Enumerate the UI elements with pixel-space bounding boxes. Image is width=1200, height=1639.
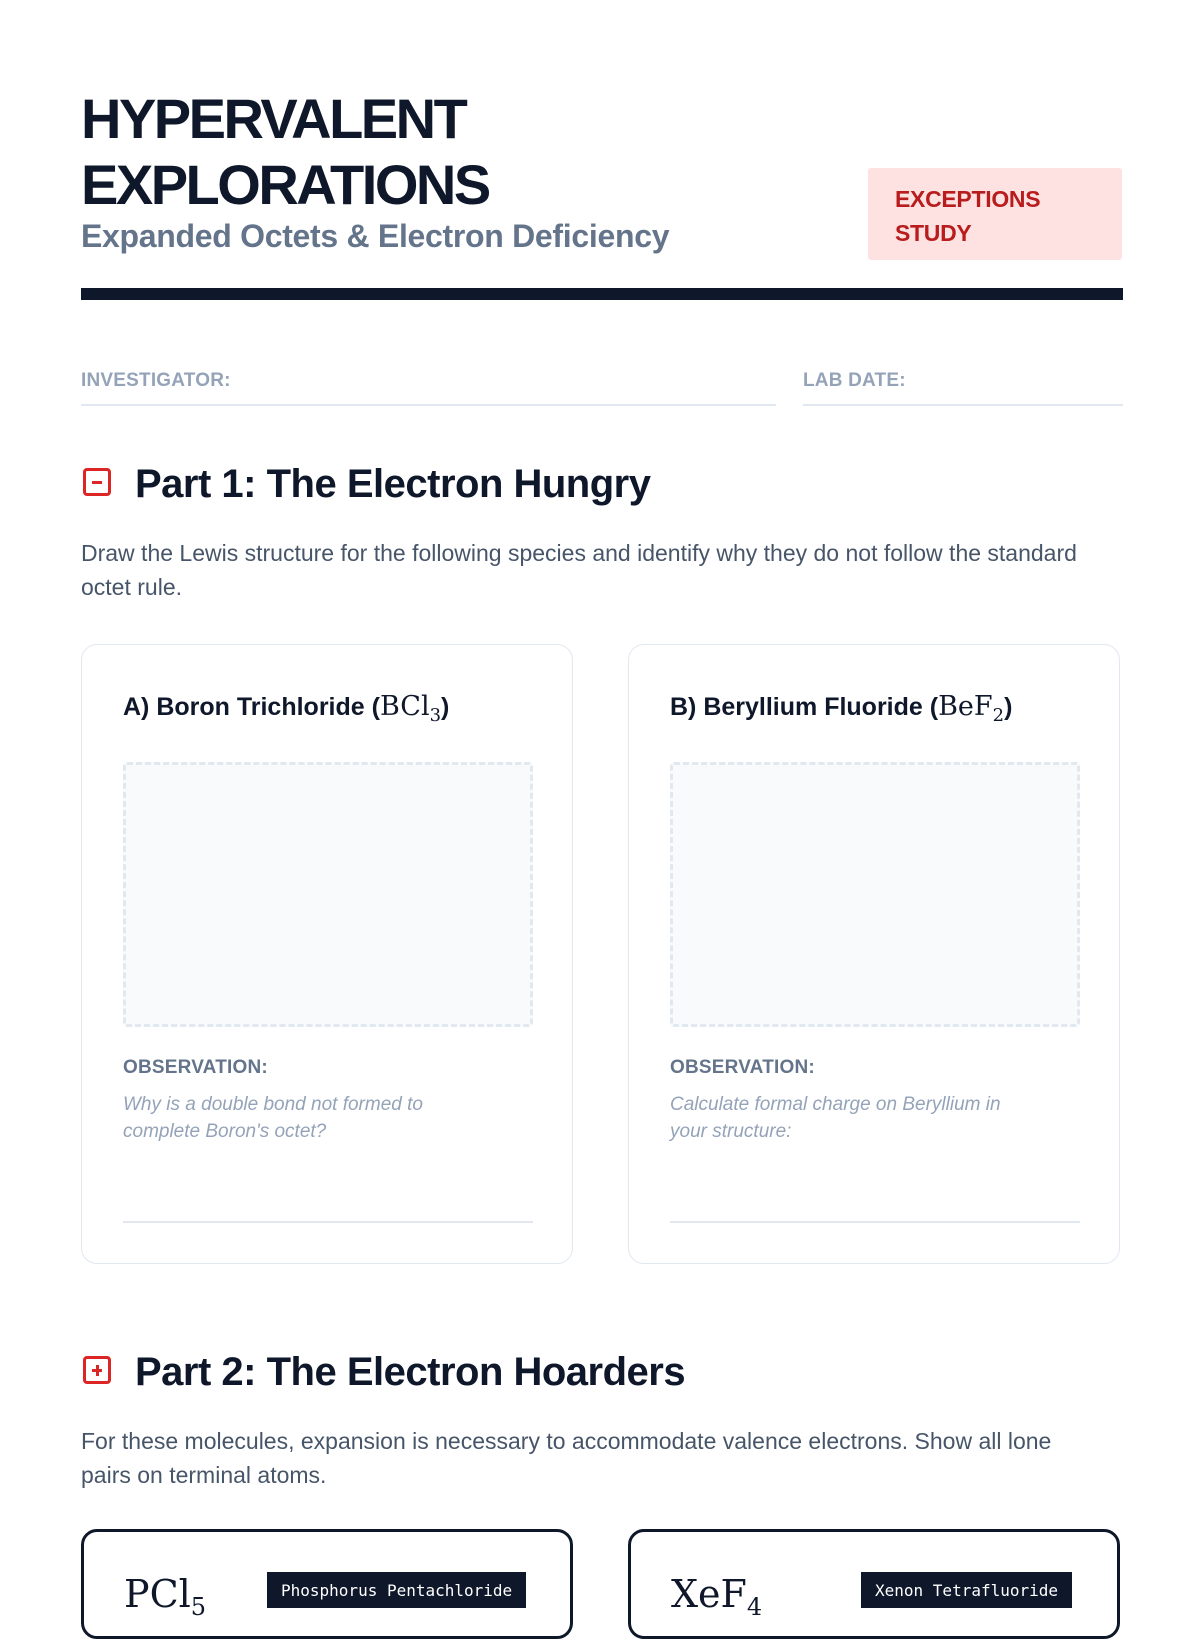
molecule-name-badge: Xenon Tetrafluoride [861,1572,1072,1608]
observation-prompt: Why is a double bond not formed to complete Boron's octet? [123,1094,423,1142]
card-title-suffix: ) [1004,693,1013,721]
badge-line-2: STUDY [895,220,972,246]
investigator-label: INVESTIGATOR: [81,370,231,391]
molecule-card-pcl5 [81,1529,573,1639]
title-line-1: HYPERVALENT [81,87,466,150]
plus-square-icon [83,1356,111,1384]
investigator-field[interactable] [81,370,776,406]
card-title-text: A) Boron Trichloride ( [123,693,380,721]
lewis-structure-drawing-area[interactable] [123,762,533,1027]
chemical-formula: BeF$_2$ [938,691,1005,726]
page-title [81,86,841,218]
chemical-formula: XeF$_4$ [671,1572,763,1621]
card-title [670,691,1013,726]
part1-description: Draw the Lewis structure for the following species and identify why they do not follow the standard octet rule. [81,540,1077,600]
chemical-formula: PCl$_5$ [124,1572,207,1621]
observation-label: OBSERVATION: [123,1057,268,1078]
exceptions-study-badge [868,168,1122,260]
molecule-name-badge: Phosphorus Pentachloride [267,1572,526,1608]
title-line-2: EXPLORATIONS [81,153,489,216]
part1-title: Part 1: The Electron Hungry [135,462,651,506]
lab-date-label: LAB DATE: [803,370,906,391]
header-divider [81,288,1123,300]
card-title-suffix: ) [441,693,450,721]
page-subtitle: Expanded Octets & Electron Deficiency [81,218,670,254]
observation-label: OBSERVATION: [670,1057,815,1078]
molecule-card-xef4 [628,1529,1120,1639]
chemical-formula: BCl$_3$ [379,691,442,726]
answer-line[interactable] [670,1221,1080,1223]
part2-title: Part 2: The Electron Hoarders [135,1350,686,1394]
card-title-text: B) Beryllium Fluoride ( [670,693,939,721]
question-card-bef2 [628,644,1120,1264]
lab-date-field[interactable] [803,370,1123,406]
answer-line[interactable] [123,1221,533,1223]
part2-description: For these molecules, expansion is necessary to accommodate valence electrons. Show all lone pairs on terminal atoms. [81,1428,1052,1488]
card-title [123,691,450,726]
observation-prompt: Calculate formal charge on Beryllium in your structure: [670,1094,1001,1142]
question-card-bcl3 [81,644,573,1264]
lewis-structure-drawing-area[interactable] [670,762,1080,1027]
badge-line-1: EXCEPTIONS [895,186,1041,212]
minus-square-icon [83,468,111,496]
